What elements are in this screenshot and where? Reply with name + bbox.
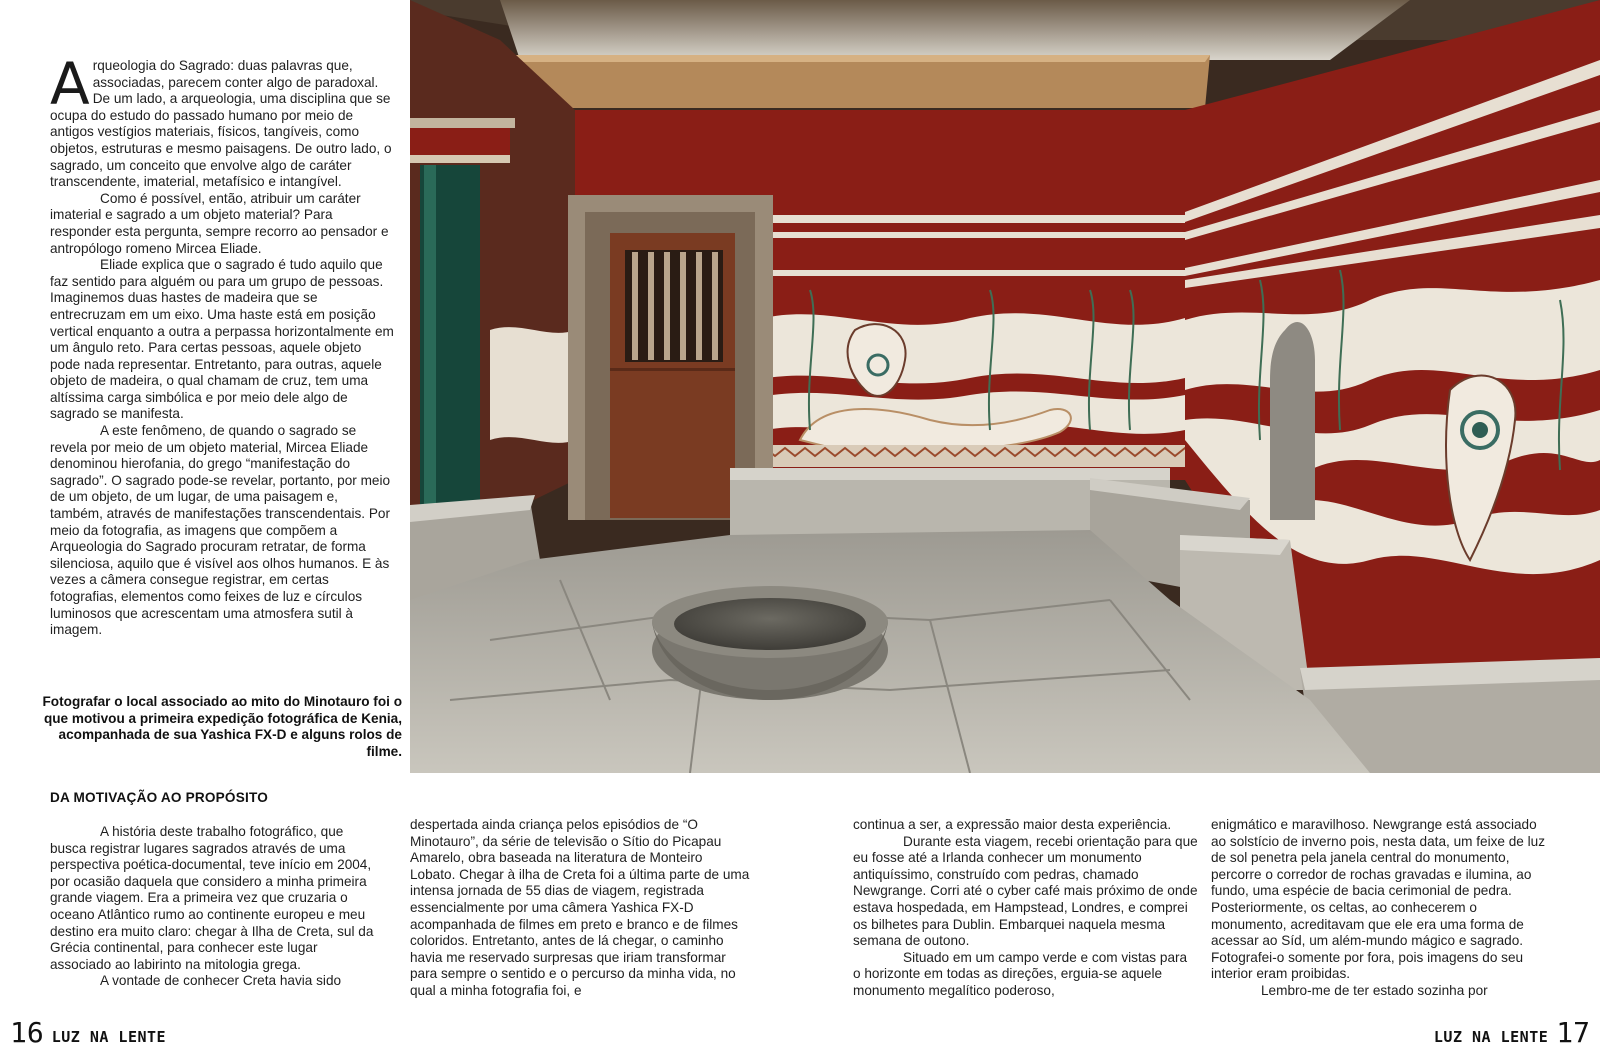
col3-paragraph-3: Situado em um campo verde e com vistas para o horizonte em todas as direções, erguia-se aquele monumento megalítico poderoso, — [853, 949, 1188, 998]
page-number-right: 17 — [1556, 1016, 1590, 1049]
intro-text — [50, 50, 394, 639]
body-column-2 — [410, 817, 750, 1000]
intro-paragraph-4: A este fenômeno, de quando o sagrado se revela por meio de um objeto material, Mircea Eliade denominou hierofania, do grego “manifestação do sagrado”. O sagrado pode-se revelar, portanto, por meio de um objeto, de um lugar, de uma paisagem e, também, através de manifestações transcendentais. Por meio da fotografia, as imagens que compõem a Arqueologia do Sagrado procuram retratar, de forma silenciosa, aquilo que é visível aos olhos humanos. E às vezes a câmera consegue registrar, em certas fotografias, elementos como feixes de luz e círculos luminosos que acrescentam uma atmosfera sutil à imagem. — [50, 423, 391, 638]
ceiling — [500, 0, 1410, 60]
wooden-beam — [485, 55, 1210, 108]
col4-paragraph-1: enigmático e maravilhoso. Newgrange está associado ao solstício de inverno pois, nesta data, um feixe de luz de sol penetra pela janela central do monumento, percorre o corredor de rochas gravadas e ilumina, ao fundo, uma espécie de bacia cerimonial de pedra. Posteriormente, os celtas, ao conhecerem o monumento, acreditavam que ele era uma forma de acessar ao Síd, um além-mundo mágico e sagrado. Fotografei-o somente por fora, pois imagens do seu interior eram proibidas. — [1211, 817, 1545, 982]
col1-paragraph-2: A vontade de conhecer Creta havia sido — [100, 973, 342, 989]
page-number-left: 16 — [10, 1016, 44, 1049]
col3-paragraph-2: Durante esta viagem, recebi orientação para que eu fosse até a Irlanda conhecer um monumento antiquíssimo, construído com pedras, chamado Newgrange. Corri até o cyber café mais próximo de onde estava hospedada, em Hampstead, Londres, e comprei os bilhetes para Dublin. Embarquei naquela mesma semana de outono. — [853, 833, 1198, 949]
col4-paragraph-2: Lembro-me de ter estado sozinha por — [1261, 982, 1488, 998]
magazine-name-right: LUZ NA LENTE — [1433, 1028, 1549, 1046]
drop-cap: A — [50, 50, 90, 118]
col3-paragraph-1: continua a ser, a expressão maior desta experiência. — [853, 817, 1172, 832]
body-column-3 — [853, 817, 1198, 1000]
intro-paragraph-3: Eliade explica que o sagrado é tudo aquilo que faz sentido para alguém ou para um grupo de pessoas. Imaginemos duas hastes de madeira que se entrecruzam em um eixo. Uma haste está em posição vertical enquanto a outra a perpassa horizontalmente em um ângulo reto. Para certas pessoas, aquele objeto pode nada representar. Entretanto, para outras, aquele objeto de madeira, o qual chamam de cruz, tem uma altíssima carga simbólica e por meio dele algo de sagrado se manifesta. — [50, 257, 394, 422]
body-column-1 — [50, 824, 380, 990]
col1-paragraph-1: A história deste trabalho fotográfico, que busca registrar lugares sagrados através de uma perspectiva poética-documental, teve início em 2004, por ocasião daquela que considero a minha primeira grande viagem. Era a primeira vez que cruzaria o oceano Atlântico rumo ao continente europeu e meu destino era muito claro: chegar à Ilha de Creta, sul da Grécia continental, para conhecer este lugar associado ao labirinto na mitologia grega. — [50, 824, 374, 972]
intro-paragraph-2: Como é possível, então, atribuir um caráter imaterial e sagrado a um objeto material? Para responder esta pergunta, sempre recorro ao pensador e antropólogo romeno Mircea Eliade. — [50, 190, 389, 256]
stone-pillar — [1270, 322, 1315, 520]
folio-left — [10, 1018, 166, 1048]
throne-room-photo — [410, 0, 1600, 773]
magazine-name-left: LUZ NA LENTE — [51, 1028, 167, 1046]
col2-paragraph-1: despertada ainda criança pelos episódios de “O Minotauro”, da série de televisão o Sítio do Picapau Amarelo, obra baseada na literatura de Monteiro Lobato. Chegar à ilha de Creta foi a última parte de uma intensa jornada de 55 dias de viagem, registrada essencialmente por uma câmera Yashica FX-D acompanhada de filmes em preto e branco e de filmes coloridos. Entretanto, antes de lá chegar, o caminho havia me reservado surpresas que iriam transformar para sempre o sentido e o percurso da minha vida, no qual a minha fotografia foi, e — [410, 817, 750, 998]
photo-caption: Fotografar o local associado ao mito do Minotauro foi o que motivou a primeira expedição fotográfica de Kenia, acompanhada de sua Yashica FX-D e alguns rolos de filme. — [42, 694, 402, 759]
intro-paragraph-1-text: rqueologia do Sagrado: duas palavras que, associadas, parecem conter algo de paradoxal. De um lado, a arqueologia, uma disciplina que se ocupa do estudo do passado humano por meio de antigos vestígios materiais, físicos, tangíveis, como objetos, estruturas e mesmo paisagens. De outro lado, o sagrado, um conceito que envolve algo de caráter transcendente, imaterial, metafísico e intangível. — [50, 58, 392, 190]
folio-right — [1434, 1018, 1590, 1048]
intro-paragraph-1 — [50, 50, 394, 191]
body-column-4 — [1211, 817, 1551, 1000]
section-heading: DA MOTIVAÇÃO AO PROPÓSITO — [50, 790, 268, 805]
